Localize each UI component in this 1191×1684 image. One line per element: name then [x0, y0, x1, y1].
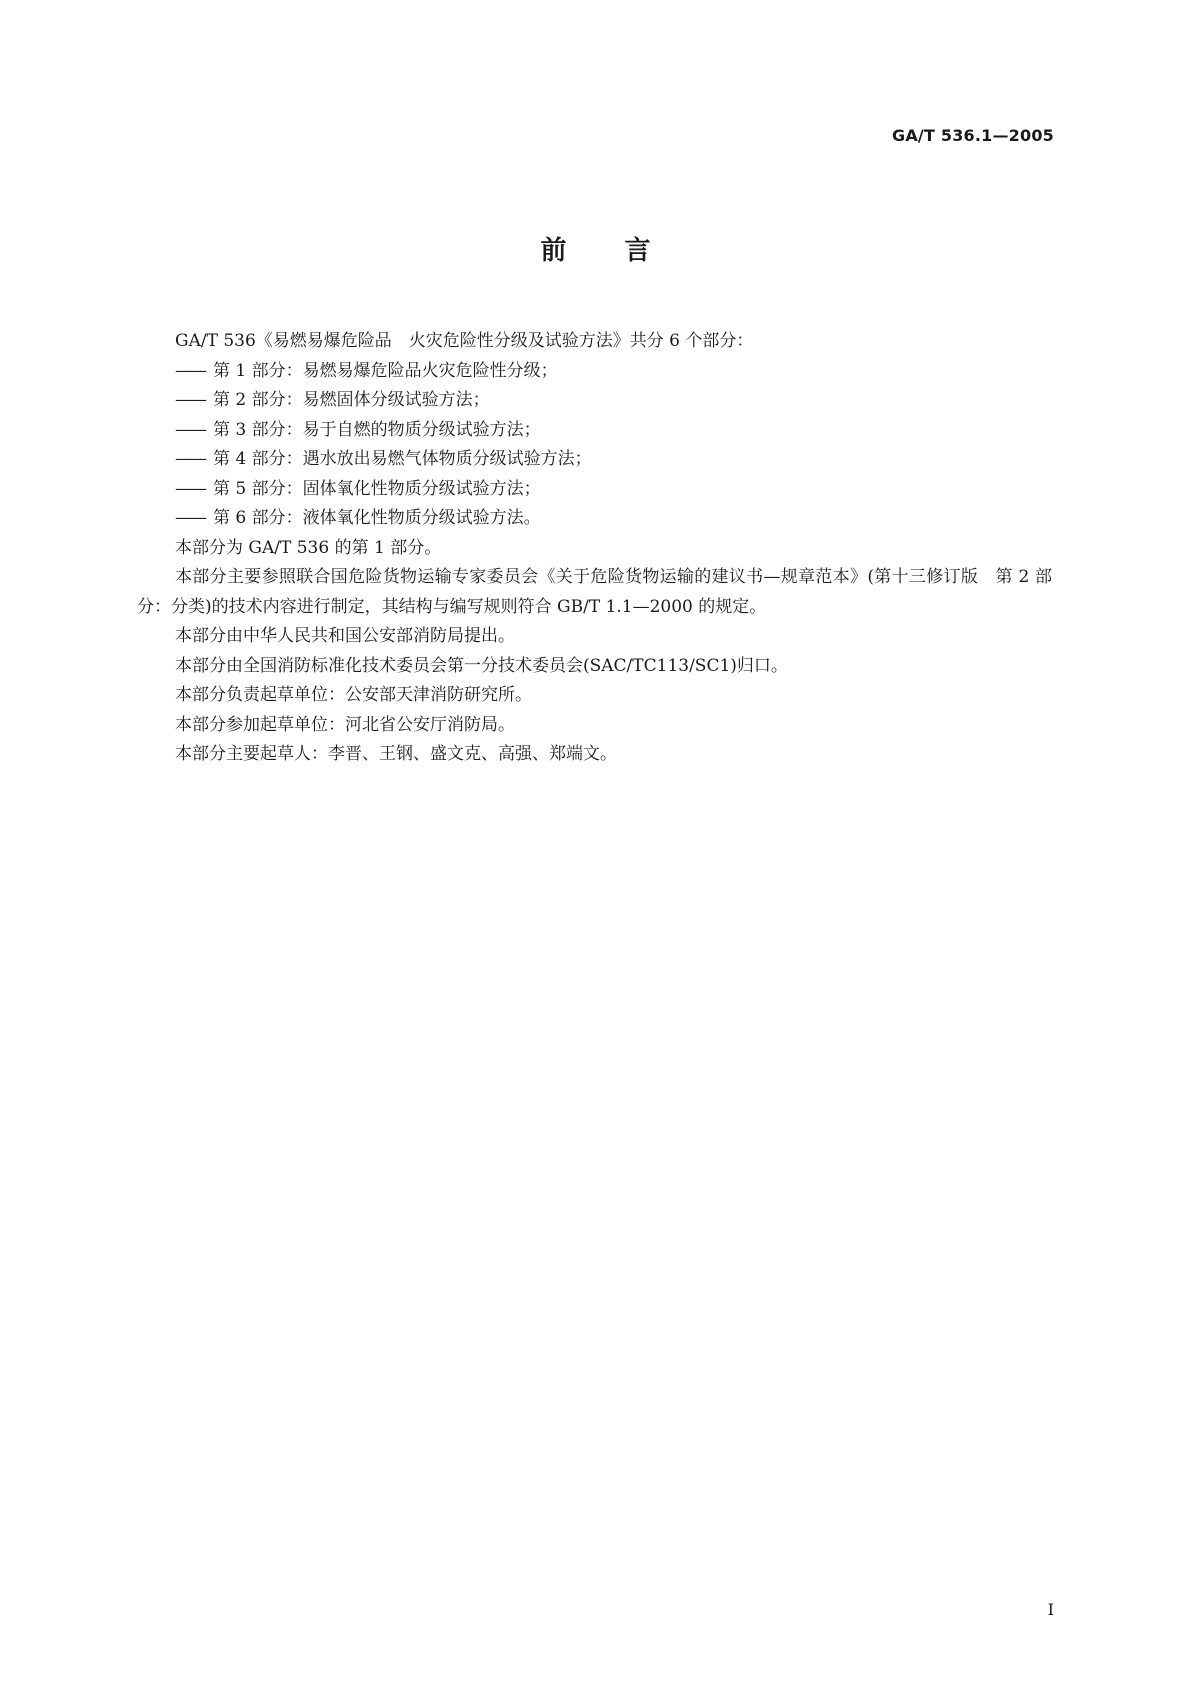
paragraph-participating-unit: 本部分参加起草单位：河北省公安厅消防局。 [175, 714, 515, 735]
page-title: 前言 [540, 236, 709, 266]
list-item-text: 第 1 部分：易燃易爆危险品火灾危险性分级； [213, 360, 558, 381]
list-item-text: 第 6 部分：液体氧化性物质分级试验方法。 [213, 508, 541, 528]
list-dash: —— [175, 508, 205, 528]
list-item [137, 416, 1052, 446]
list-item-text: 第 4 部分：遇水放出易燃气体物质分级试验方法； [213, 449, 592, 469]
list-dash: —— [175, 478, 205, 499]
list-item [137, 445, 1052, 475]
list-item-text: 第 5 部分：固体氧化性物质分级试验方法； [213, 478, 541, 499]
list-item [137, 357, 1052, 387]
page-number: I [1047, 1600, 1054, 1619]
paragraph-drafting-unit: 本部分负责起草单位：公安部天津消防研究所。 [175, 685, 532, 705]
paragraph-reference-basis: 本部分主要参照联合国危险货物运输专家委员会《关于危险货物运输的建议书—规章范本》(第十三修订版 第 2 部分：分类)的技术内容进行制定，其结构与编写规则符合 GB/T 1.1—2000 的规定。 [137, 567, 1052, 617]
list-dash: —— [175, 360, 205, 381]
list-item-text: 第 3 部分：易于自燃的物质分级试验方法； [213, 419, 541, 440]
paragraph-proposer: 本部分由中华人民共和国公安部消防局提出。 [175, 626, 515, 646]
list-dash: —— [175, 449, 205, 469]
list-dash: —— [175, 419, 205, 440]
paragraph-administrator: 本部分由全国消防标准化技术委员会第一分技术委员会(SAC/TC113/SC1)归口。 [175, 655, 788, 676]
intro-paragraph: GA/T 536《易燃易爆危险品 火灾危险性分级及试验方法》共分 6 个部分： [175, 331, 754, 351]
foreword-body [137, 327, 1052, 770]
list-item [137, 475, 1052, 505]
list-item [137, 386, 1052, 416]
list-item-text: 第 2 部分：易燃固体分级试验方法； [213, 390, 490, 410]
paragraph-drafters: 本部分主要起草人：李晋、王钢、盛文克、高强、郑端文。 [175, 744, 617, 764]
standard-code: GA/T 536.1—2005 [892, 126, 1054, 145]
list-item [137, 504, 1052, 534]
list-dash: —— [175, 390, 205, 410]
paragraph-part-scope: 本部分为 GA/T 536 的第 1 部分。 [175, 537, 442, 558]
